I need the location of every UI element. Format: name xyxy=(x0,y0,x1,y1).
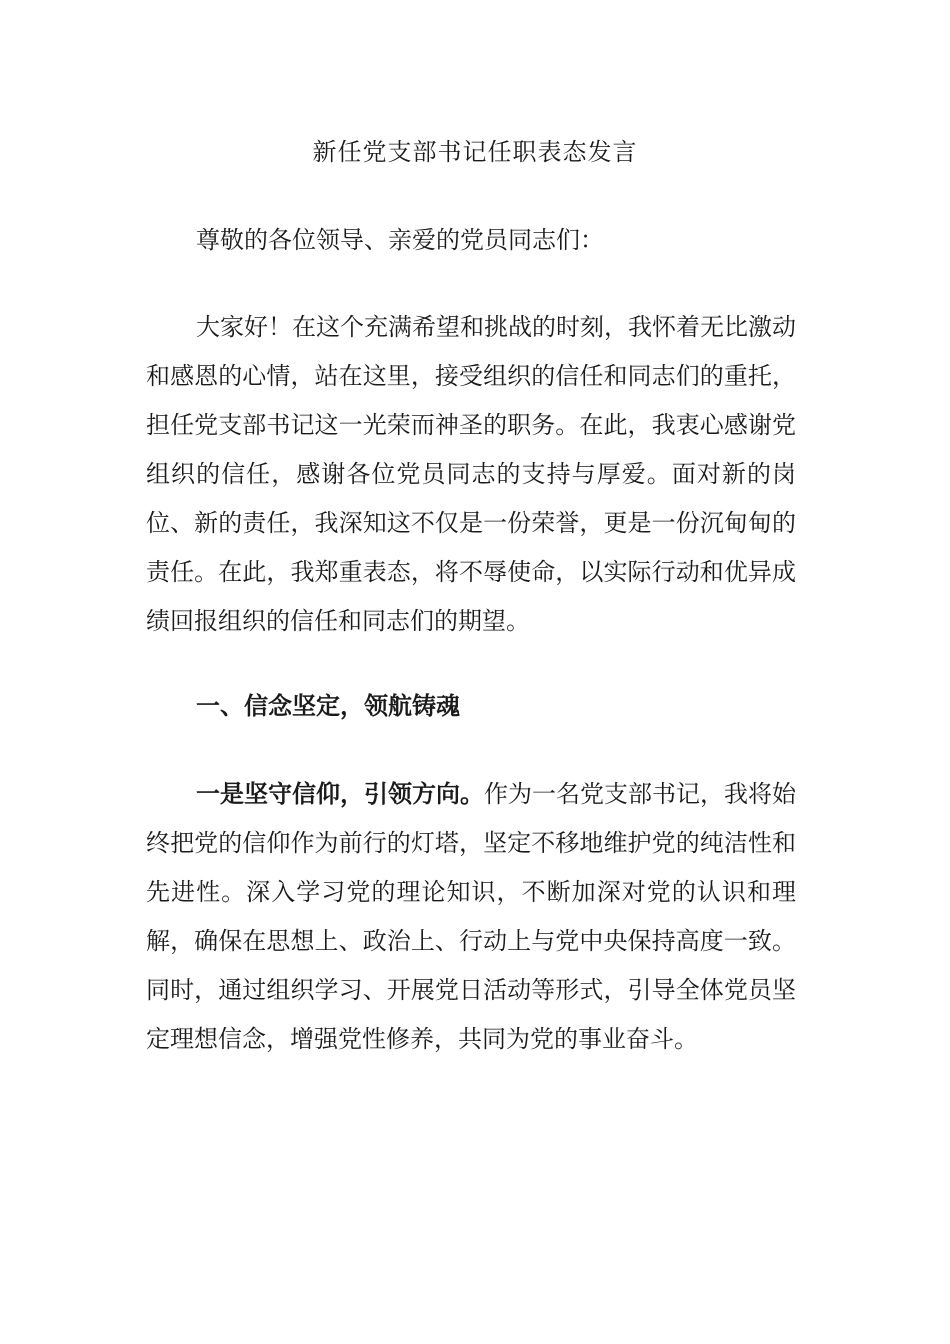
document-title: 新任党支部书记任职表态发言 xyxy=(312,138,638,166)
paragraph-body-text: 作为一名党支部书记，我将始终把党的信仰作为前行的灯塔，坚定不移地维护党的纯洁性和先进性。深入学习党的理论知识，不断加深对党的认识和理解，确保在思想上、政治上、行动上与党中央保持高度一致。同时，通过组织学习、开展党日活动等形式，引导全体党员坚定理想信念，增强党性修养，共同为党的事业奋斗。 xyxy=(146,780,796,1053)
paragraph-greeting: 大家好！在这个充满希望和挑战的时刻，我怀着无比激动和感恩的心情，站在这里，接受组织的信任和同志们的重托，担任党支部书记这一光荣而神圣的职务。在此，我衷心感谢党组织的信任，感谢各位党员同志的支持与厚爱。面对新的岗位、新的责任，我深知这不仅是一份荣誉，更是一份沉甸甸的责任。在此，我郑重表态，将不辱使命，以实际行动和优异成绩回报组织的信任和同志们的期望。 xyxy=(146,313,796,635)
paragraph-lead-text: 一是坚守信仰，引领方向。 xyxy=(196,779,484,808)
salutation: 尊敬的各位领导、亲爱的党员同志们： xyxy=(196,226,604,254)
paragraph-section1-point1 xyxy=(146,769,796,1064)
section-heading-1: 一、信念坚定，领航铸魂 xyxy=(196,691,460,720)
